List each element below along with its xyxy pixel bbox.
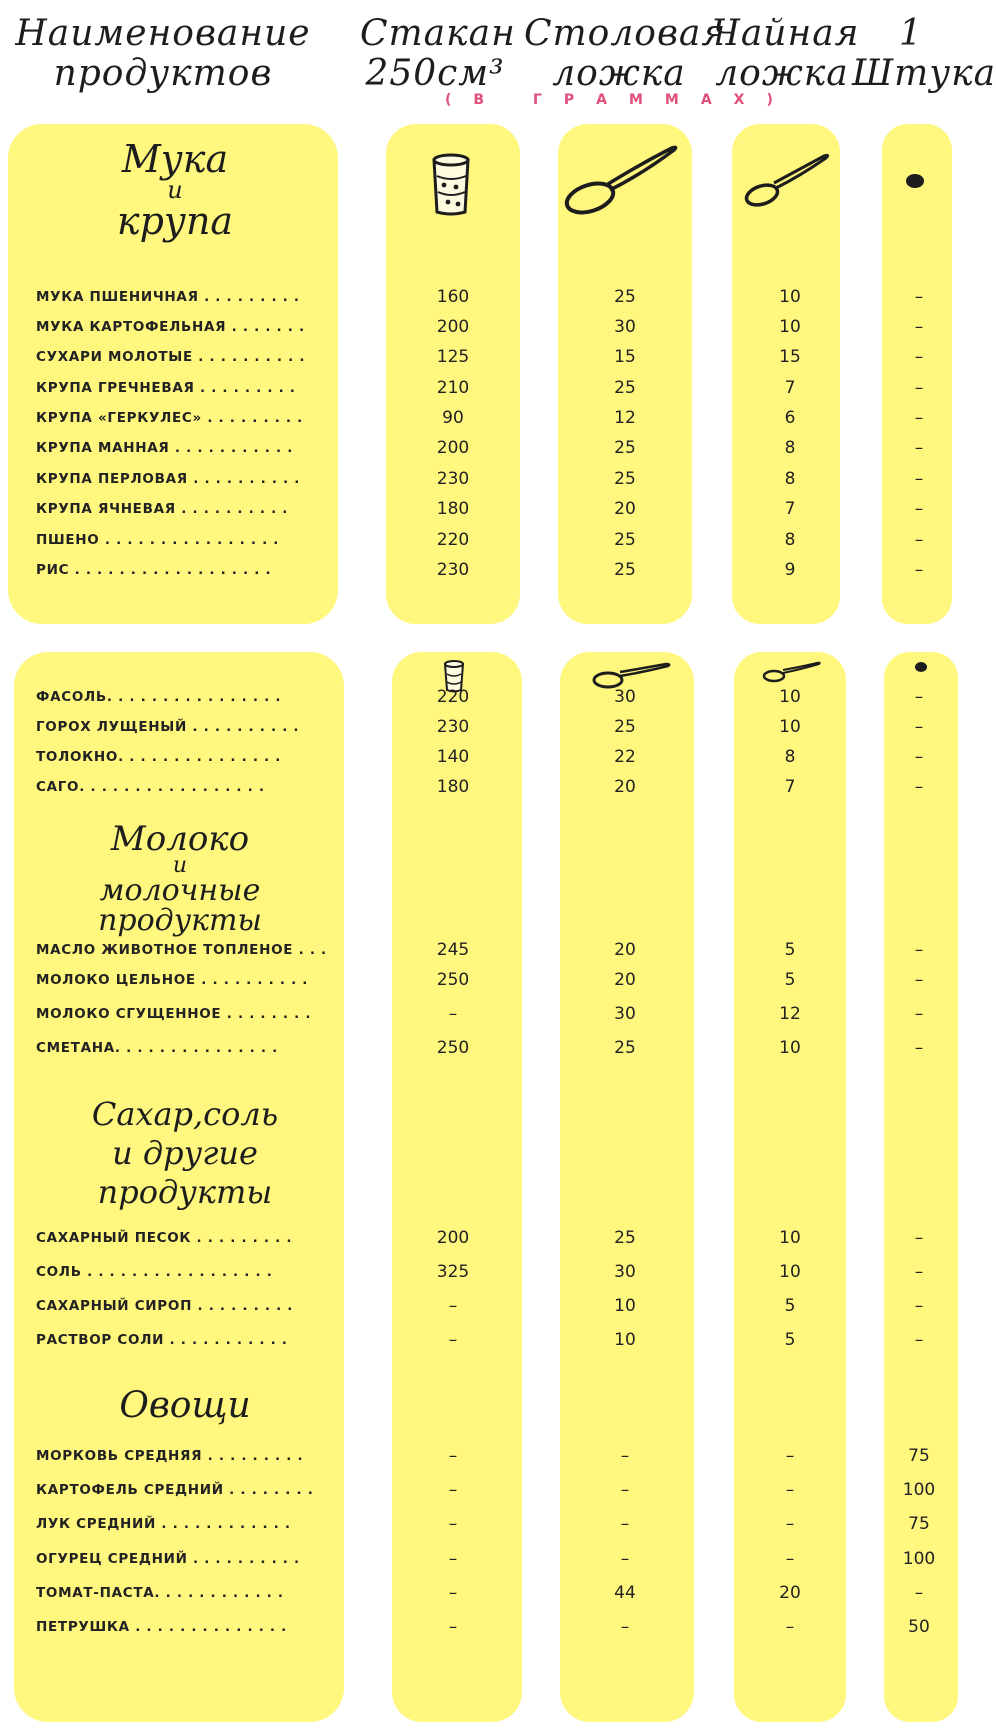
table-row [0,712,974,742]
glass-grams: – [448,1330,458,1350]
table-row [0,342,974,372]
product-name: ПЕТРУШКА . . . . . . . . . . . . . . [36,1619,287,1635]
tablespoon-grams: 44 [614,1583,636,1603]
table-row [0,525,974,555]
piece-grams: – [914,378,924,398]
teaspoon-grams: – [785,1446,795,1466]
product-name: КРУПА МАННАЯ . . . . . . . . . . . [36,440,294,456]
product-name: МУКА КАРТОФЕЛЬНАЯ . . . . . . . [36,319,305,335]
teaspoon-grams: – [785,1514,795,1534]
product-name: СОЛЬ . . . . . . . . . . . . . . . . . [36,1264,273,1280]
teaspoon-grams: 10 [779,1038,801,1058]
glass-grams: 230 [436,560,470,580]
teaspoon-grams: 10 [779,687,801,707]
teaspoon-grams: 8 [784,747,796,767]
piece-grams: 75 [908,1514,930,1534]
piece-grams: – [914,970,924,990]
header-teaspoon-column [712,13,860,94]
piece-grams: 100 [902,1549,936,1569]
piece-grams: – [914,287,924,307]
table-row [0,772,974,802]
table-row [0,373,974,403]
glass-grams: 200 [436,317,470,337]
tablespoon-grams: 15 [614,347,636,367]
teaspoon-grams: 7 [784,499,796,519]
product-name: КАРТОФЕЛЬ СРЕДНИЙ . . . . . . . . [36,1482,314,1498]
product-name: МУКА ПШЕНИЧНАЯ . . . . . . . . . [36,289,300,305]
glass-grams: – [448,1549,458,1569]
piece-grams: – [914,438,924,458]
product-name: КРУПА ПЕРЛОВАЯ . . . . . . . . . . [36,471,301,487]
tablespoon-icon [562,140,682,220]
tablespoon-grams: 25 [614,717,636,737]
product-name: СУХАРИ МОЛОТЫЕ . . . . . . . . . . [36,349,306,365]
piece-grams: – [914,408,924,428]
section-title-sugar-salt-other [60,1094,310,1212]
tablespoon-grams: 12 [614,408,636,428]
tablespoon-grams: 25 [614,378,636,398]
teaspoon-grams: 10 [779,317,801,337]
piece-grams: – [914,1038,924,1058]
teaspoon-icon [742,150,832,210]
tablespoon-grams: – [620,1549,630,1569]
table-row [0,555,974,585]
piece-grams: 75 [908,1446,930,1466]
table-row [0,935,974,965]
glass-grams: 245 [436,940,470,960]
tablespoon-grams: 20 [614,940,636,960]
section-title-line: крупа [116,199,234,243]
table-row [0,494,974,524]
teaspoon-grams: 7 [784,777,796,797]
product-name: ФАСОЛЬ. . . . . . . . . . . . . . . . [36,689,282,705]
glass-grams: – [448,1480,458,1500]
product-name: СМЕТАНА. . . . . . . . . . . . . . . [36,1040,278,1056]
glass-grams: – [448,1514,458,1534]
section-title-line: Сахар,соль [91,1095,279,1133]
piece-grams: – [914,317,924,337]
section-title-line: продукты [97,1173,273,1211]
glass-grams: 250 [436,1038,470,1058]
piece-grams: – [914,940,924,960]
piece-dot-icon [904,172,926,190]
table-row [0,1325,974,1355]
section-title-line: и другие [112,1134,258,1172]
piece-grams: 50 [908,1617,930,1637]
product-name: ГОРОХ ЛУЩЕНЫЙ . . . . . . . . . . [36,719,300,735]
table-row [0,1257,974,1287]
tablespoon-grams: 10 [614,1296,636,1316]
tablespoon-grams: 30 [614,1262,636,1282]
glass-grams: 125 [436,347,470,367]
teaspoon-grams: – [785,1549,795,1569]
table-row [0,282,974,312]
table-row [0,999,974,1029]
product-name: САГО. . . . . . . . . . . . . . . . . [36,779,265,795]
table-row [0,1509,974,1539]
section-title-line: Молоко [110,819,250,859]
table-row [0,1578,974,1608]
piece-grams: – [914,717,924,737]
product-name: РИС . . . . . . . . . . . . . . . . . . [36,562,272,578]
glass-grams: 180 [436,777,470,797]
table-row [0,433,974,463]
glass-icon [430,152,472,218]
glass-grams: 230 [436,469,470,489]
piece-grams: – [914,1330,924,1350]
tablespoon-grams: 20 [614,499,636,519]
table-row [0,1544,974,1574]
tablespoon-grams: – [620,1514,630,1534]
tablespoon-grams: 25 [614,530,636,550]
section-title-flour-grains [80,137,270,243]
unit-note: (В ГРАММАХ) [445,92,795,108]
teaspoon-grams: – [785,1480,795,1500]
section-title-dairy [60,819,300,938]
product-name: МОЛОКО ЦЕЛЬНОЕ . . . . . . . . . . [36,972,309,988]
section-title-line: и [172,853,188,878]
glass-grams: 250 [436,970,470,990]
tablespoon-grams: 30 [614,317,636,337]
piece-grams: – [914,777,924,797]
piece-grams: – [914,1004,924,1024]
tablespoon-grams: 22 [614,747,636,767]
product-name: МОРКОВЬ СРЕДНЯЯ . . . . . . . . . [36,1448,304,1464]
glass-grams: 160 [436,287,470,307]
section-title-line: продукты [98,903,262,938]
header-tablespoon-column [524,13,727,94]
teaspoon-grams: 8 [784,469,796,489]
product-name: ТОМАТ-ПАСТА. . . . . . . . . . . . [36,1585,284,1601]
section-title-vegetables [60,1384,310,1428]
glass-grams: – [448,1296,458,1316]
section-title-line: молочные [99,873,261,908]
header-text: Наименование [15,13,311,54]
tablespoon-grams: 10 [614,1330,636,1350]
tablespoon-grams: 25 [614,1038,636,1058]
header-text: Столовая [524,13,727,54]
piece-grams: – [914,560,924,580]
teaspoon-grams: 5 [784,1330,796,1350]
glass-grams: – [448,1446,458,1466]
tablespoon-grams: 30 [614,1004,636,1024]
glass-grams: 325 [436,1262,470,1282]
teaspoon-grams: 10 [779,1262,801,1282]
piece-grams: – [914,469,924,489]
product-name: КРУПА ЯЧНЕВАЯ . . . . . . . . . . [36,501,289,517]
tablespoon-grams: 30 [614,687,636,707]
teaspoon-icon [762,660,822,684]
header-text: ложка [715,53,849,94]
glass-grams: 220 [436,687,470,707]
glass-grams: – [448,1617,458,1637]
piece-grams: – [914,1262,924,1282]
glass-grams: – [448,1004,458,1024]
product-name: КРУПА «ГЕРКУЛЕС» . . . . . . . . . [36,410,303,426]
glass-grams: 90 [442,408,464,428]
table-row [0,1441,974,1471]
table-row [0,1612,974,1642]
teaspoon-grams: 9 [784,560,796,580]
header-name-column [8,14,318,94]
tablespoon-grams: 25 [614,1228,636,1248]
glass-grams: 200 [436,438,470,458]
table-row [0,682,974,712]
glass-grams: – [448,1583,458,1603]
piece-grams: – [914,1228,924,1248]
piece-grams: – [914,347,924,367]
teaspoon-grams: 10 [779,1228,801,1248]
product-name: ТОЛОКНО. . . . . . . . . . . . . . . [36,749,282,765]
section-title-line: Овощи [119,1385,251,1426]
glass-grams: 230 [436,717,470,737]
piece-grams: – [914,499,924,519]
table-row [0,1475,974,1505]
glass-grams: 210 [436,378,470,398]
table-row [0,742,974,772]
teaspoon-grams: 7 [784,378,796,398]
table-row [0,312,974,342]
teaspoon-grams: 8 [784,530,796,550]
piece-grams: – [914,1583,924,1603]
teaspoon-grams: 15 [779,347,801,367]
header-text: 1 [899,13,923,54]
teaspoon-grams: 5 [784,970,796,990]
piece-grams: 100 [902,1480,936,1500]
teaspoon-grams: – [785,1617,795,1637]
tablespoon-grams: – [620,1446,630,1466]
tablespoon-grams: – [620,1480,630,1500]
section-title-line: и [167,176,183,204]
teaspoon-grams: 8 [784,438,796,458]
header-piece-column [852,13,996,94]
glass-grams: 200 [436,1228,470,1248]
table-row [0,464,974,494]
teaspoon-grams: 5 [784,1296,796,1316]
tablespoon-grams: 25 [614,469,636,489]
table-row [0,965,974,995]
tablespoon-grams: 25 [614,287,636,307]
header-text: Штука [852,53,996,94]
header-text: Чайная [712,13,860,54]
product-name: ПШЕНО . . . . . . . . . . . . . . . . [36,532,280,548]
product-name: РАСТВОР СОЛИ . . . . . . . . . . . [36,1332,288,1348]
teaspoon-grams: 5 [784,940,796,960]
product-name: САХАРНЫЙ СИРОП . . . . . . . . . [36,1298,294,1314]
table-row [0,1223,974,1253]
section-title-line: Мука [121,137,229,181]
product-name: САХАРНЫЙ ПЕСОК . . . . . . . . . [36,1230,293,1246]
tablespoon-grams: 25 [614,560,636,580]
tablespoon-grams: 20 [614,777,636,797]
header-text: продуктов [53,53,273,94]
glass-grams: 180 [436,499,470,519]
header-text: Стакан [360,13,516,54]
tablespoon-grams: 20 [614,970,636,990]
table-row [0,403,974,433]
teaspoon-grams: 10 [779,287,801,307]
tablespoon-grams: – [620,1617,630,1637]
teaspoon-grams: 10 [779,717,801,737]
header-glass-column [360,13,516,94]
piece-grams: – [914,530,924,550]
product-name: МОЛОКО СГУЩЕННОЕ . . . . . . . . [36,1006,312,1022]
product-name: ОГУРЕЦ СРЕДНИЙ . . . . . . . . . . [36,1551,300,1567]
piece-dot-icon [914,661,928,673]
table-row [0,1291,974,1321]
piece-grams: – [914,687,924,707]
teaspoon-grams: 20 [779,1583,801,1603]
glass-grams: 220 [436,530,470,550]
teaspoon-grams: 12 [779,1004,801,1024]
product-name: КРУПА ГРЕЧНЕВАЯ . . . . . . . . . [36,380,296,396]
glass-grams: 140 [436,747,470,767]
product-name: ЛУК СРЕДНИЙ . . . . . . . . . . . . [36,1516,291,1532]
header-text: 250см³ [365,53,505,94]
piece-grams: – [914,1296,924,1316]
piece-grams: – [914,747,924,767]
header-text: ложка [552,53,686,94]
table-row [0,1033,974,1063]
teaspoon-grams: 6 [784,408,796,428]
tablespoon-grams: 25 [614,438,636,458]
product-name: МАСЛО ЖИВОТНОЕ ТОПЛЕНОЕ . . . [36,942,327,958]
